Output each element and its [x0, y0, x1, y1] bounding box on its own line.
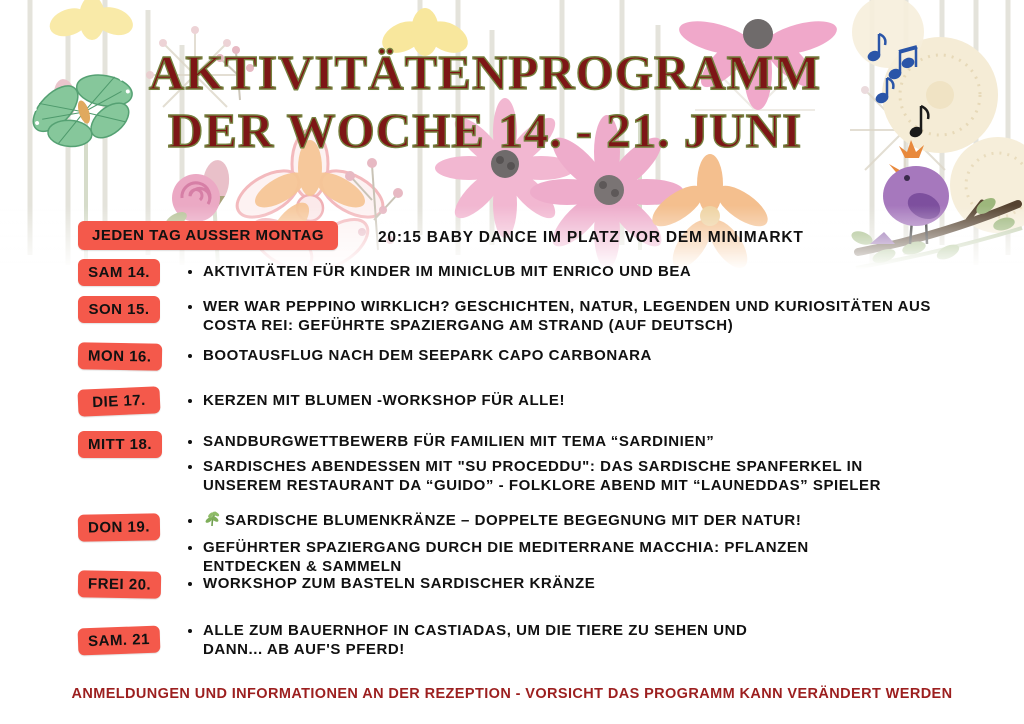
day-row [0, 391, 1024, 416]
activity-list [188, 262, 828, 281]
bullet-dot [188, 582, 192, 586]
poster-title-line2: DER WOCHE 14. - 21. JUNI [167, 103, 803, 158]
activity-text: SANDBURGWETTBEWERB FÜR FAMILIEN MIT TEMA “SARDINIEN” [203, 433, 715, 450]
activity-text-content: SARDISCHE BLUMENKRÄNZE – DOPPELTE BEGEGNUNG MIT DER NATUR! [225, 512, 802, 529]
day-label-badge: MITT 18. [78, 431, 162, 458]
activity-text: AKTIVITÄTEN FÜR KINDER IM MINICLUB MIT ENRICO UND BEA [203, 263, 692, 280]
activity-item [188, 391, 828, 410]
activity-text: WER WAR PEPPINO WIRKLICH? GESCHICHTEN, NATUR, LEGENDEN UND KURIOSITÄTEN AUS COSTA REI: GEFÜHRTE SPAZIERGANG AM STRAND (AUF DEUTSCH) [203, 298, 931, 334]
activity-item [188, 262, 828, 281]
bullet-dot [188, 399, 192, 403]
activity-item [188, 457, 912, 495]
herb-icon [203, 511, 221, 532]
day-row [0, 432, 1024, 501]
activity-list [188, 621, 778, 659]
activity-list [188, 511, 818, 576]
bullet-dot [188, 270, 192, 274]
activity-text: SARDISCHES ABENDESSEN MIT "SU PROCEDDU": DAS SARDISCHE SPANFERKEL IN UNSEREM RESTAURANT DA “GUIDO” - FOLKLORE ABEND MIT “LAUNEDDAS” SPIELER [203, 458, 881, 494]
day-label-badge: SON 15. [78, 296, 160, 323]
activity-item [188, 297, 933, 335]
bullet-dot [188, 305, 192, 309]
bullet-dot [188, 465, 192, 469]
activity-text [203, 511, 801, 532]
activity-text: WORKSHOP ZUM BASTELN SARDISCHER KRÄNZE [203, 575, 596, 592]
day-label-badge: MON 16. [78, 342, 162, 370]
day-label-badge: SAM 14. [78, 259, 160, 286]
activity-item [188, 574, 828, 593]
day-label-badge: DIE 17. [77, 386, 160, 417]
footer-note: ANMELDUNGEN UND INFORMATIONEN AN DER REZEPTION - VORSICHT DAS PROGRAMM KANN VERÄNDERT WERDEN [71, 686, 953, 702]
activity-text: ALLE ZUM BAUERNHOF IN CASTIADAS, UM DIE TIERE ZU SEHEN UND DANN... AB AUF'S PFERD! [203, 622, 748, 658]
activity-list [188, 432, 912, 495]
day-row [0, 262, 1024, 287]
activity-text: GEFÜHRTER SPAZIERGANG DURCH DIE MEDITERRANE MACCHIA: PFLANZEN ENTDECKEN & SAMMELN [203, 539, 809, 575]
day-row [0, 621, 1024, 665]
bullet-dot [188, 354, 192, 358]
day-label-badge: DON 19. [78, 513, 160, 541]
activity-text: KERZEN MIT BLUMEN -WORKSHOP FÜR ALLE! [203, 392, 565, 409]
activity-item [188, 538, 818, 576]
activity-list [188, 346, 828, 365]
bullet-dot [188, 629, 192, 633]
bullet-dot [188, 546, 192, 550]
day-row [0, 346, 1024, 371]
everyday-label-badge: JEDEN TAG AUSSER MONTAG [78, 221, 338, 250]
day-row [0, 297, 1024, 341]
poster-title [90, 44, 880, 160]
activity-list [188, 391, 828, 410]
poster-title-line1: AKTIVITÄTENPROGRAMM [148, 45, 822, 100]
bullet-dot [188, 440, 192, 444]
activity-item [188, 621, 778, 659]
activity-item [188, 432, 912, 451]
activity-list [188, 574, 828, 593]
baby-dance-text: 20:15 BABY DANCE IM PLATZ VOR DEM MINIMARKT [378, 229, 804, 246]
day-row [0, 574, 1024, 599]
activity-list [188, 297, 933, 335]
day-label-badge: FREI 20. [78, 570, 162, 598]
day-label-badge: SAM. 21 [78, 626, 161, 656]
bullet-dot [188, 519, 192, 523]
activity-item [188, 511, 818, 532]
activity-text: BOOTAUSFLUG NACH DEM SEEPARK CAPO CARBONARA [203, 347, 652, 364]
activity-item [188, 346, 828, 365]
